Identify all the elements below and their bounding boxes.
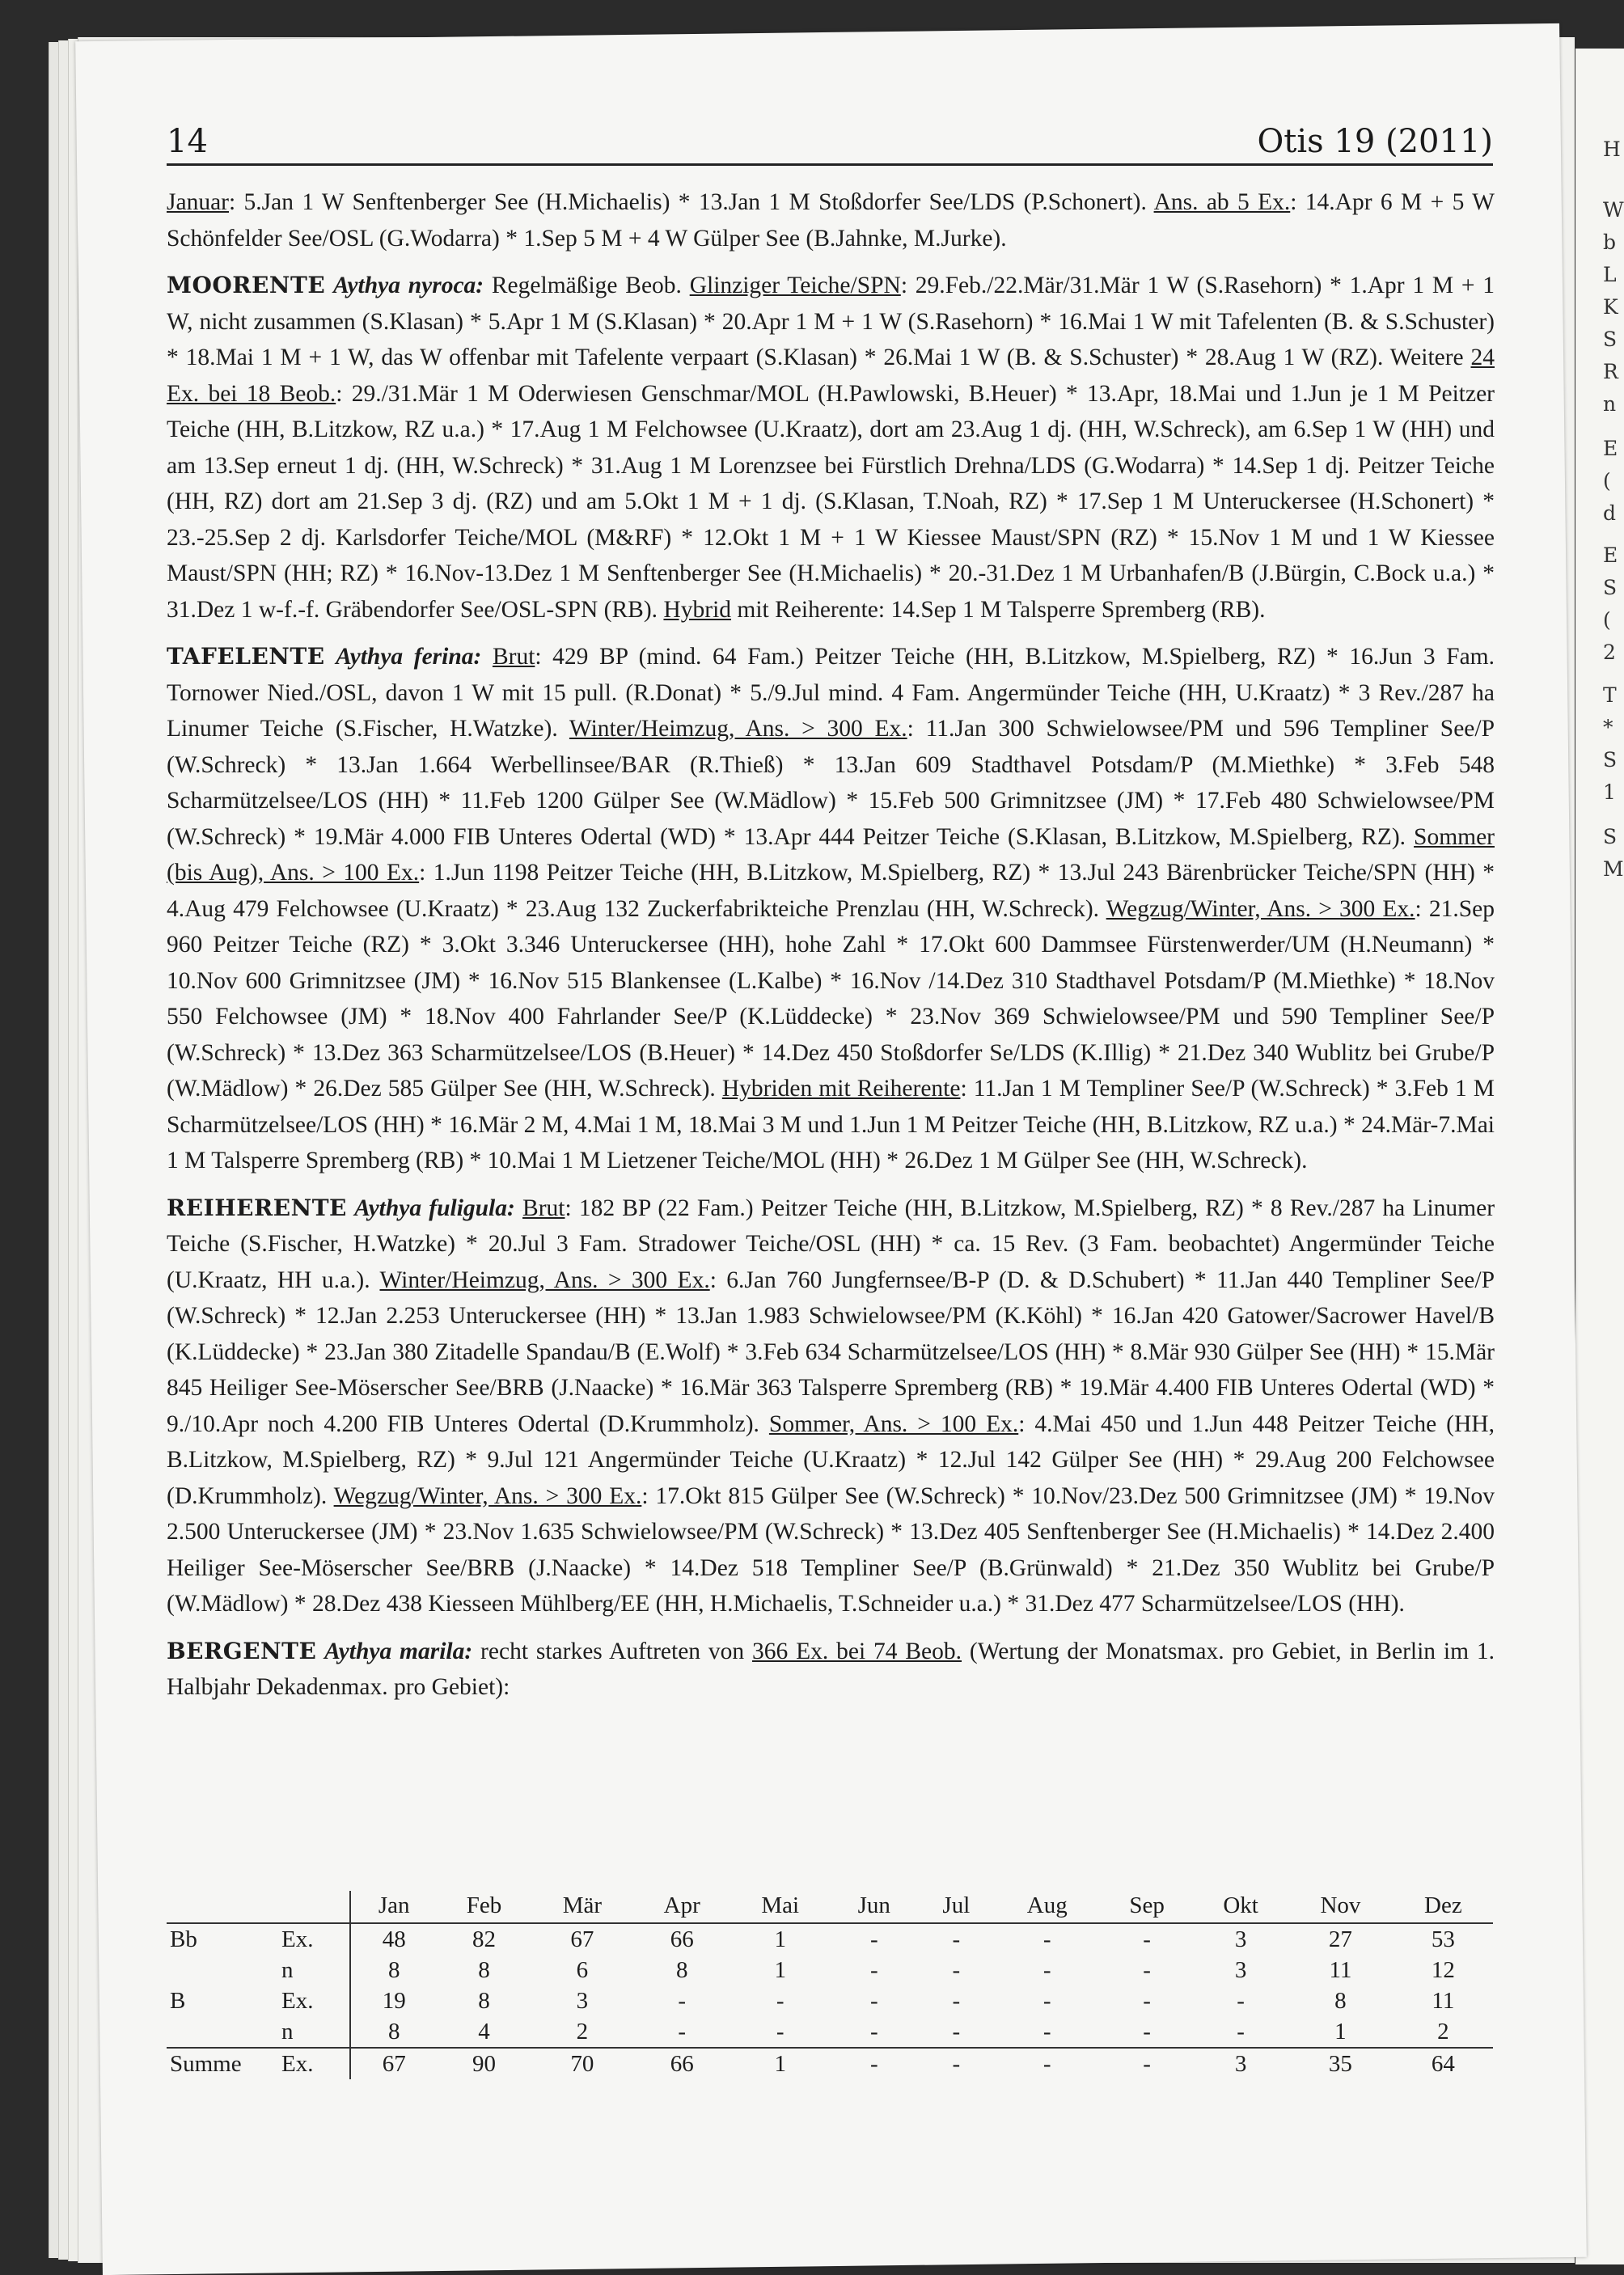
value-cell: - — [952, 1926, 961, 1952]
paragraph-text: recht starkes Auftreten von — [472, 1638, 753, 1664]
underlined-label: Wegzug/Winter, Ans. > 300 Ex. — [1106, 895, 1415, 922]
adjacent-page-text-fragment: n — [1603, 392, 1617, 416]
page-number: 14 — [167, 123, 208, 160]
adjacent-page-text-fragment: S — [1603, 328, 1618, 351]
paragraph-text: : 5.Jan 1 W Senftenberger See (H.Michaelis) * 13.Jan 1 M Stoßdorfer See/LDS (P.Schonert). — [229, 189, 1154, 215]
adjacent-page-text-fragment: K — [1603, 295, 1618, 319]
paragraph-text: Regelmäßige Beob. — [484, 273, 690, 298]
page-header — [167, 115, 1493, 166]
value-cell: 1 — [774, 1956, 786, 1983]
adjacent-page-text-fragment: ( — [1603, 608, 1611, 632]
month-header: Jun — [830, 1891, 918, 1923]
region-cell: Summe — [167, 2048, 278, 2079]
adjacent-page-text-fragment: S — [1603, 748, 1618, 772]
adjacent-page-text-fragment: E — [1603, 543, 1618, 567]
value-cell: - — [1042, 1987, 1051, 2014]
underlined-label: Hybrid — [663, 596, 732, 623]
value-cell: 4 — [478, 2018, 490, 2045]
species-scientific-name: Aythya fuligula: — [354, 1195, 515, 1221]
value-cell: - — [869, 1987, 878, 2014]
paragraph-text: : 29./31.Mär 1 M Oderwiesen Genschmar/MOL (H.Pawlowski, B.Heuer) * 13.Apr, 18.Mai und 1.Jun je 1 M Peitzer Teiche (HH, B.Litzkow, RZ u.a.) * 17.Aug 1 M Felchowsee (U.Kraatz), dort am 23.Aug 1 dj. (HH, W.Schreck), am 6.Sep 1 W (HH) und am 13.Sep erneut 1 dj. (HH, W.Schreck) * 31.Aug 1 M Lorenzsee bei Fürstlich Drehna/LDS (G.Wodarra) * 14.Sep 1 dj. Peitzer Teiche (HH, RZ) dort am 21.Sep 3 dj. (RZ) und am 5.Okt 1 M + 1 dj. (S.Klasan, T.Noah, RZ) * 17.Sep 1 M Unteruckersee (H.Schonert) * 23.-25.Sep 2 dj. Karlsdorfer Teiche/MOL (M&RF) * 12.Okt 1 M + 1 W Kiessee Maust/SPN (RZ) * 15.Nov 1 M und 1 W Kiessee Maust/SPN (HH; RZ) * 16.Nov-13.Dez 1 M Senftenberger See (H.Michaelis) * 20.-31.Dez 1 M Urbanhafen/B (J.Bürgin, C.Bock u.a.) * 31.Dez 1 w-f.-f. Gräbendorfer See/OSL-SPN (RB). — [167, 380, 1495, 623]
paragraph-text: : 6.Jan 760 Jungfernsee/B-P (D. & D.Schubert) * 11.Jan 440 Templiner See/P (W.Schreck) * 12.Jan 2.253 Unteruckersee (HH) * 13.Jan 1.983 Schwielowsee/PM (K.Köhl) * 16.Jan 420 Gatower/Sacrower Havel/B (K.Lüddecke) * 23.Jan 380 Zitadelle Spandau/B (E.Wolf) * 3.Feb 634 Scharmützelsee/LOS (HH) * 8.Mär 930 Gülper See (HH) * 15.Mär 845 Heiliger See-Möserscher See/BRB (J.Naacke) * 16.Mär 363 Talsperre Spremberg (RB) * 19.Mär 4.400 FIB Unteres Odertal (WD) * 9./10.Apr noch 4.200 FIB Unteres Odertal (D.Krummholz). — [167, 1266, 1495, 1437]
paragraph-text: : 11.Jan 1 M Templiner See/P (W.Schreck) * 3.Feb 1 M Scharmützelsee/LOS (HH) * 16.Mär 2 M, 4.Mai 1 M, 18.Mai 3 M und 1.Jun 1 M Peitzer Teiche (HH, B.Litzkow, RZ u.a.) * 24.Mär-7.Mai 1 M Talsperre Spremberg (RB) * 10.Mai 1 M Lietzener Teiche/MOL (HH) * 26.Dez 1 M Gülper See (HH, W.Schreck). — [167, 1076, 1495, 1173]
adjacent-page-text-fragment: W — [1603, 198, 1624, 222]
underlined-label: Sommer, Ans. > 100 Ex. — [768, 1410, 1019, 1437]
species-scientific-name: Aythya marila: — [324, 1638, 473, 1664]
article-body — [167, 184, 1495, 1717]
value-cell: 8 — [478, 1987, 490, 2014]
species-scientific-name: Aythya ferina: — [336, 644, 482, 670]
value-cell: 3 — [1194, 2048, 1288, 2079]
underlined-label: Sommer (bis Aug), Ans. > 100 Ex. — [167, 823, 1495, 886]
value-cell: - — [869, 1956, 878, 1983]
value-cell: 8 — [478, 1956, 490, 1983]
adjacent-page-text-fragment: ( — [1603, 469, 1611, 493]
value-cell: - — [952, 1987, 961, 2014]
month-header: Dez — [1394, 1891, 1493, 1923]
value-cell: 64 — [1394, 2048, 1493, 2079]
table-row — [167, 2016, 1493, 2048]
value-cell: 1 — [730, 2048, 830, 2079]
adjacent-page-text-fragment: R — [1603, 360, 1618, 383]
month-header: Sep — [1100, 1891, 1194, 1923]
value-cell: 27 — [1328, 1926, 1352, 1952]
paragraph-tafelente — [167, 639, 1495, 1179]
paragraph-text: : 429 BP (mind. 64 Fam.) Peitzer Teiche (HH, B.Litzkow, M.Spielberg, RZ) * 16.Jun 3 Fam. Tornower Nied./OSL, davon 1 W mit 15 pull. (R.Donat) * 5./9.Jul mind. 4 Fam. Angermünder Teiche (HH, U.Kraatz) * 3 Rev./287 ha Linumer Teiche (S.Fischer, H.Watzke). — [167, 644, 1495, 742]
paragraph-bergente — [167, 1634, 1495, 1706]
value-cell: 8 — [387, 2018, 400, 2045]
underlined-label: 24 Ex. bei 18 Beob. — [167, 345, 1495, 407]
value-cell: - — [952, 1956, 961, 1983]
value-cell: - — [1143, 2018, 1151, 2045]
value-cell: - — [1042, 1926, 1051, 1952]
bergente-monthly-table — [167, 1891, 1493, 2079]
species-scientific-name: Aythya nyroca: — [332, 273, 484, 298]
value-cell: - — [869, 1926, 878, 1952]
value-cell: 6 — [576, 1956, 589, 1983]
value-cell: - — [678, 2018, 687, 2045]
journal-title: Otis 19 (2011) — [1257, 123, 1493, 160]
value-cell: - — [994, 2048, 1100, 2079]
value-cell: 90 — [437, 2048, 531, 2079]
header-region — [167, 1891, 278, 1923]
value-cell: - — [1237, 2018, 1245, 2045]
value-cell: 3 — [576, 1987, 589, 2014]
table-row — [167, 1923, 1493, 1955]
adjacent-page-text-fragment: b — [1603, 230, 1617, 254]
value-cell: 2 — [1437, 2018, 1449, 2045]
value-cell: - — [1143, 1987, 1151, 2014]
unit-cell: n — [278, 1955, 350, 1985]
paragraph-text: : 182 BP (22 Fam.) Peitzer Teiche (HH, B.Litzkow, M.Spielberg, RZ) * 8 Rev./287 ha Linumer Teiche (S.Fischer, H.Watzke) * 20.Jul 3 Fam. Stradower Teiche/OSL (HH) * ca. 15 Rev. (3 Fam. beobachtet) Angermünder Teiche (U.Kraatz, HH u.a.). — [167, 1195, 1495, 1293]
month-header: Jan — [350, 1891, 437, 1923]
paragraph-text: (Wertung der Monatsmax. pro Gebiet, in Berlin im 1. Halbjahr Dekadenmax. pro Gebiet): — [167, 1638, 1495, 1700]
value-cell: - — [1100, 2048, 1194, 2079]
value-cell: - — [776, 1987, 785, 2014]
month-header: Apr — [633, 1891, 730, 1923]
region-cell — [167, 1955, 278, 1985]
value-cell: 11 — [1432, 1987, 1455, 2014]
value-cell: 48 — [382, 1926, 406, 1952]
table-row — [167, 1955, 1493, 1985]
month-header: Aug — [994, 1891, 1100, 1923]
region-cell: Bb — [170, 1926, 197, 1952]
value-cell: 67 — [350, 2048, 437, 2079]
month-header: Feb — [437, 1891, 531, 1923]
paragraph-text: : 17.Okt 815 Gülper See (W.Schreck) * 10.Nov/23.Dez 500 Grimnitzsee (JM) * 19.Nov 2.500 Unteruckersee (JM) * 23.Nov 1.635 Schwielowsee/PM (W.Schreck) * 13.Dez 405 Senftenberger See (H.Michaelis) * 14.Dez 2.400 Heiliger See-Möserscher See/BRB (J.Naacke) * 14.Dez 518 Templiner See/P (B.Grünwald) * 21.Dez 350 Wublitz bei Grube/P (W.Mädlow) * 28.Dez 438 Kiesseen Mühlberg/EE (HH, H.Michaelis, T.Schneider u.a.) * 31.Dez 477 Scharmützelsee/LOS (HH). — [167, 1482, 1495, 1617]
unit-cell: Ex. — [278, 1923, 350, 1955]
value-cell: 3 — [1234, 1926, 1247, 1952]
underlined-label: Ans. ab 5 Ex. — [1153, 189, 1291, 215]
underlined-label: Brut — [492, 644, 535, 670]
paragraph-text: : 1.Jun 1198 Peitzer Teiche (HH, B.Litzkow, M.Spielberg, RZ) * 13.Jul 243 Bärenbrücker Teiche/SPN (HH) * 4.Aug 479 Felchowsee (U.Kraatz) * 23.Aug 132 Zuckerfabrikteiche Prenzlau (HH, W.Schreck). — [167, 860, 1495, 922]
value-cell: 67 — [570, 1926, 594, 1952]
adjacent-page-text-fragment: H — [1603, 137, 1621, 161]
underlined-label: Brut — [522, 1195, 565, 1221]
adjacent-page-edge — [1575, 49, 1624, 2264]
adjacent-page-text-fragment: M — [1603, 857, 1624, 881]
value-cell: 8 — [387, 1956, 400, 1983]
adjacent-page-text-fragment: 2 — [1603, 641, 1616, 664]
value-cell: 53 — [1431, 1926, 1455, 1952]
header-unit — [278, 1891, 350, 1923]
value-cell: 35 — [1288, 2048, 1394, 2079]
value-cell: - — [918, 2048, 994, 2079]
table-header-row — [167, 1891, 1493, 1923]
value-cell: 8 — [1334, 1987, 1347, 2014]
value-cell: - — [952, 2018, 961, 2045]
paragraph-text: : 21.Sep 960 Peitzer Teiche (RZ) * 3.Okt 3.346 Unteruckersee (HH), hohe Zahl * 17.Okt 600 Dammsee Fürstenwerder/UM (H.Neumann) * 10.Nov 600 Grimnitzsee (JM) * 16.Nov 515 Blankensee (L.Kalbe) * 16.Nov /14.Dez 310 Stadthavel Potsdam/P (M.Miethke) * 18.Nov 550 Felchowsee (JM) * 18.Nov 400 Fahrlander See/P (K.Lüddecke) * 23.Nov 369 Schwielowsee/PM und 590 Templiner See/P (W.Schreck) * 13.Dez 363 Scharmützelsee/LOS (B.Heuer) * 14.Dez 450 Stoßdorfer Se/LDS (K.Illig) * 21.Dez 340 Wublitz bei Grube/P (W.Mädlow) * 26.Dez 585 Gülper See (HH, W.Schreck). — [167, 895, 1495, 1102]
month-header: Mai — [730, 1891, 830, 1923]
unit-cell: Ex. — [278, 2048, 350, 2079]
underlined-label: Hybriden mit Reiherente — [721, 1076, 961, 1102]
value-cell: 12 — [1431, 1956, 1455, 1983]
value-cell: 19 — [382, 1987, 406, 2014]
value-cell: 11 — [1329, 1956, 1352, 1983]
paragraph-text: : 14.Apr 6 M + 5 W Schönfelder See/OSL (G.Wodarra) * 1.Sep 5 M + 4 W Gülper See (B.Jahnke, M.Jurke). — [167, 189, 1495, 252]
value-cell: 3 — [1234, 1956, 1247, 1983]
species-name: REIHERENTE — [167, 1194, 347, 1221]
paragraph-text: : 11.Jan 300 Schwielowsee/PM und 596 Templiner See/P (W.Schreck) * 13.Jan 1.664 Werbellinsee/BAR (R.Thieß) * 13.Jan 609 Stadthavel Potsdam/P (M.Miethke) * 3.Feb 548 Scharmützelsee/LOS (HH) * 11.Feb 1200 Gülper See (W.Mädlow) * 15.Feb 500 Grimnitzsee (JM) * 17.Feb 480 Schwielowsee/PM (W.Schreck) * 19.Mär 4.000 FIB Unteres Odertal (WD) * 13.Apr 444 Peitzer Teiche (S.Klasan, B.Litzkow, M.Spielberg, RZ). — [167, 716, 1495, 850]
paragraph-moorente — [167, 268, 1495, 628]
paragraph-text: : 29.Feb./22.Mär/31.Mär 1 W (S.Rasehorn) * 1.Apr 1 M + 1 W, nicht zusammen (S.Klasan) * 5.Apr 1 M (S.Klasan) * 20.Apr 1 M + 1 W (S.Rasehorn) * 16.Mai 1 W mit Tafelenten (B. & S.Schuster) * 18.Mai 1 M + 1 W, das W offenbar mit Tafelente verpaart (S.Klasan) * 26.Mai 1 W (B. & S.Schuster) * 28.Aug 1 W (RZ). Weitere — [167, 273, 1495, 370]
value-cell: - — [830, 2048, 918, 2079]
adjacent-page-text-fragment: S — [1603, 825, 1618, 848]
value-cell: - — [869, 2018, 878, 2045]
value-cell: - — [776, 2018, 785, 2045]
region-cell — [167, 2016, 278, 2048]
month-header: Nov — [1288, 1891, 1394, 1923]
value-cell: 2 — [576, 2018, 589, 2045]
paragraph-text: : 4.Mai 450 und 1.Jun 448 Peitzer Teiche (HH, B.Litzkow, M.Spielberg, RZ) * 9.Jul 121 Angermünder Teiche (U.Kraatz) * 12.Jul 142 Gülper See (HH) * 29.Aug 200 Felchowsee (D.Krummholz). — [167, 1410, 1495, 1509]
adjacent-page-text-fragment: T — [1603, 683, 1617, 707]
value-cell: - — [1143, 1926, 1151, 1952]
underlined-label: Glinziger Teiche/SPN — [689, 273, 901, 298]
species-name: MOORENTE — [167, 272, 326, 298]
value-cell: 8 — [675, 1956, 688, 1983]
species-name: BERGENTE — [167, 1637, 317, 1664]
unit-cell: n — [278, 2016, 350, 2048]
value-cell: 70 — [531, 2048, 633, 2079]
region-cell: B — [170, 1987, 186, 2014]
value-cell: - — [1237, 1987, 1245, 2014]
value-cell: 66 — [633, 2048, 730, 2079]
value-cell: - — [1042, 1956, 1051, 1983]
value-cell: - — [678, 1987, 687, 2014]
paragraph-januar — [167, 184, 1495, 256]
value-cell: 66 — [670, 1926, 694, 1952]
paragraph-text: mit Reiherente: 14.Sep 1 M Talsperre Spremberg (RB). — [731, 596, 1266, 623]
adjacent-page-text-fragment: E — [1603, 437, 1618, 460]
unit-cell: Ex. — [278, 1985, 350, 2016]
value-cell: 1 — [1334, 2018, 1347, 2045]
value-cell: - — [1143, 1956, 1151, 1983]
value-cell: - — [1042, 2018, 1051, 2045]
underlined-label: 366 Ex. bei 74 Beob. — [752, 1638, 962, 1664]
month-header: Mär — [531, 1891, 633, 1923]
underlined-label: Wegzug/Winter, Ans. > 300 Ex. — [333, 1482, 642, 1509]
species-name: TAFELENTE — [167, 643, 325, 670]
adjacent-page-text-fragment: * — [1603, 716, 1613, 739]
underlined-label: Winter/Heimzug, Ans. > 300 Ex. — [379, 1266, 710, 1293]
adjacent-page-text-fragment: 1 — [1603, 780, 1616, 804]
month-header: Okt — [1194, 1891, 1288, 1923]
underlined-label: Winter/Heimzug, Ans. > 300 Ex. — [569, 716, 907, 742]
table-sum-row — [167, 2048, 1493, 2079]
adjacent-page-text-fragment: d — [1603, 501, 1617, 525]
paragraph-reiherente — [167, 1190, 1495, 1622]
value-cell: 82 — [472, 1926, 496, 1952]
adjacent-page-text-fragment: L — [1603, 263, 1617, 286]
adjacent-page-text-fragment: S — [1603, 576, 1618, 599]
section-label: Januar — [167, 189, 229, 215]
value-cell: 1 — [774, 1926, 786, 1952]
month-header: Jul — [918, 1891, 994, 1923]
table-row — [167, 1985, 1493, 2016]
